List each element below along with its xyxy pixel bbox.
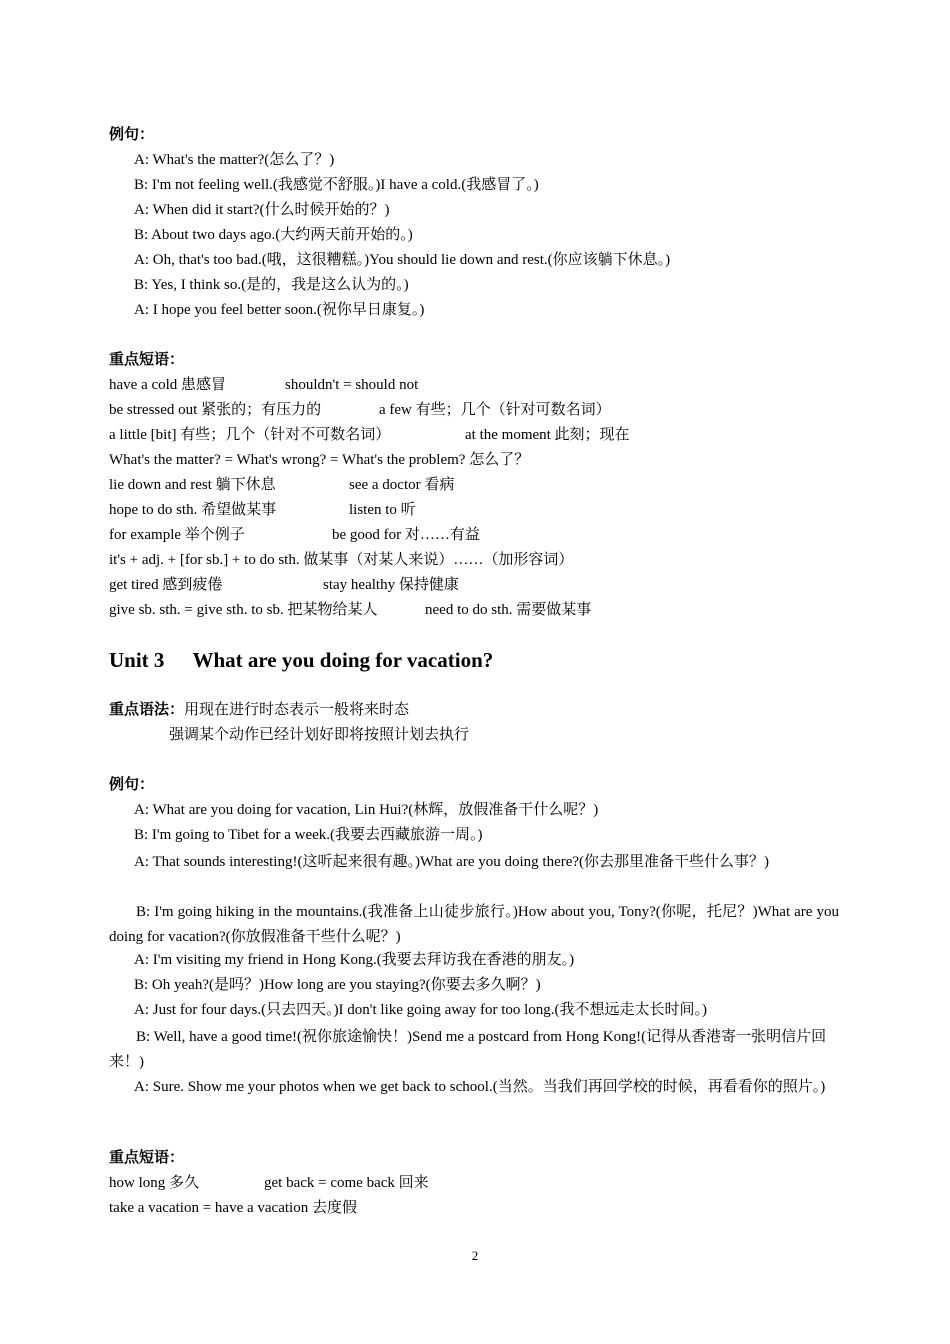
phrase-row [109, 575, 839, 595]
dialogue-line: B: About two days ago.(大约两天前开始的。) [134, 227, 413, 243]
dialogue-line: A: Just for four days.(只去四天。)I don't like going away for too long.(我不想远走太长时间。) [134, 1002, 708, 1018]
unit-label: Unit 3 [109, 648, 165, 672]
phrase: hope to do sth. 希望做某事 [109, 502, 277, 518]
unit-heading [109, 646, 493, 674]
dialogue-line: A: That sounds interesting!(这听起来很有趣。)What are you doing there?(你去那里准备干些什么事？) [134, 854, 770, 870]
phrase: see a doctor 看病 [349, 477, 455, 493]
phrases-label: 重点短语： [109, 352, 185, 368]
unit-title: What are you doing for vacation? [192, 648, 494, 672]
phrase-row: take a vacation = have a vacation 去度假 [109, 1200, 357, 1216]
dialogue-line: A: Oh, that's too bad.(哦，这很糟糕。)You should lie down and rest.(你应该躺下休息。) [134, 252, 671, 268]
grammar-label: 重点语法： [109, 702, 185, 718]
dialogue-line: B: I'm not feeling well.(我感觉不舒服。)I have a cold.(我感冒了。) [134, 177, 539, 193]
phrase: have a cold 患感冒 [109, 377, 227, 393]
phrase: shouldn't = should not [285, 377, 419, 393]
phrase-row [109, 600, 839, 620]
phrase-row [109, 1173, 839, 1193]
dialogue-line: A: When did it start?(什么时候开始的？) [134, 202, 390, 218]
phrase-row [109, 525, 839, 545]
phrase: stay healthy 保持健康 [323, 577, 459, 593]
grammar-row [109, 700, 409, 720]
page-number: 2 [471, 1248, 479, 1263]
dialogue-line: A: What are you doing for vacation, Lin Hui?(林辉，放假准备干什么呢？) [134, 802, 599, 818]
phrase: get back = come back 回来 [264, 1175, 429, 1191]
phrase-row [109, 400, 839, 420]
phrase: need to do sth. 需要做某事 [425, 602, 592, 618]
dialogue-line: A: Sure. Show me your photos when we get back to school.(当然。当我们再回学校的时候，再看看你的照片。) [134, 1079, 826, 1095]
example-label: 例句： [109, 127, 155, 143]
phrase-row: What's the matter? = What's wrong? = What's the problem? 怎么了？ [109, 452, 530, 468]
dialogue-line: A: I hope you feel better soon.(祝你早日康复。) [134, 302, 425, 318]
example-label: 例句： [109, 777, 155, 793]
phrase: get tired 感到疲倦 [109, 577, 223, 593]
dialogue-line: B: Oh yeah?(是吗？)How long are you staying?(你要去多久啊？) [134, 977, 541, 993]
phrase: give sb. sth. = give sth. to sb. 把某物给某人 [109, 602, 378, 618]
phrases-label: 重点短语： [109, 1150, 185, 1166]
phrase: for example 举个例子 [109, 527, 245, 543]
phrase-row [109, 425, 839, 445]
phrase-row [109, 475, 839, 495]
phrase: how long 多久 [109, 1175, 200, 1191]
dialogue-line: B: I'm going hiking in the mountains.(我准备上山徒步旅行。)How about you, Tony?(你呢，托尼？)What are you doing for vacation?(你放假准备干些什么呢？) [109, 904, 839, 945]
phrase: lie down and rest 躺下休息 [109, 477, 276, 493]
phrase-row [109, 500, 839, 520]
dialogue-line: A: I'm visiting my friend in Hong Kong.(我要去拜访我在香港的朋友。) [134, 952, 575, 968]
phrase-row [109, 375, 839, 395]
dialogue-line: A: What's the matter?(怎么了？) [134, 152, 335, 168]
grammar-text: 用现在进行时态表示一般将来时态 [184, 702, 410, 718]
dialogue-line: B: Well, have a good time!(祝你旅途愉快！)Send me a postcard from Hong Kong!(记得从香港寄一张明信片回来！) [109, 1029, 827, 1070]
phrase: a little [bit] 有些；几个（针对不可数名词） [109, 427, 391, 443]
phrase: be good for 对……有益 [332, 527, 480, 543]
dialogue-line: B: Yes, I think so.(是的，我是这么认为的。) [134, 277, 409, 293]
dialogue-line: B: I'm going to Tibet for a week.(我要去西藏旅游一周。) [134, 827, 483, 843]
phrase: at the moment 此刻；现在 [465, 427, 630, 443]
phrase: listen to 听 [349, 502, 416, 518]
grammar-text: 强调某个动作已经计划好即将按照计划去执行 [169, 727, 470, 743]
phrase: be stressed out 紧张的；有压力的 [109, 402, 322, 418]
phrase: a few 有些；几个（针对可数名词） [379, 402, 611, 418]
phrase-row: it's + adj. + [for sb.] + to do sth. 做某事（对某人来说）……（加形容词） [109, 552, 574, 568]
